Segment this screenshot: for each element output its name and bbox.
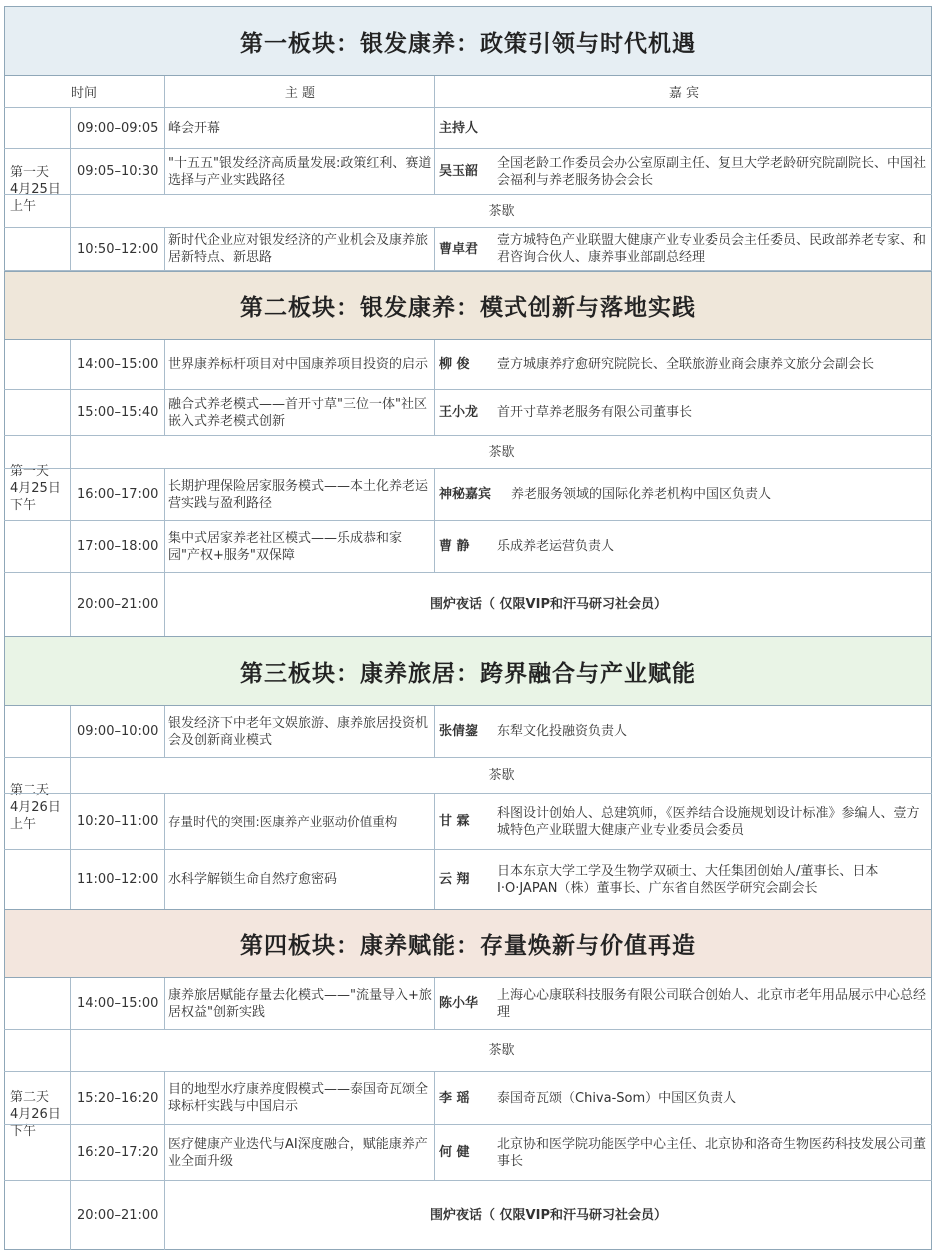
topic-cell: 长期护理保险居家服务模式——本土化养老运营实践与盈利路径: [164, 469, 434, 520]
guest-desc: 上海心心康联科技服务有限公司联合创始人、北京市老年用品展示中心总经理: [497, 987, 927, 1020]
guest-cell: [434, 469, 932, 520]
guest-cell: [434, 390, 932, 435]
time-cell: 20:00–21:00: [70, 1181, 164, 1250]
guest-desc: 壹方城康养疗愈研究院院长、全联旅游业商会康养文旅分会副会长: [497, 357, 875, 372]
section-banner-4: [4, 909, 932, 978]
section-banner-1: [4, 6, 932, 76]
table-row: [4, 390, 932, 436]
tea-break: 茶歇: [70, 758, 932, 793]
time-cell: 16:00–17:00: [70, 469, 164, 520]
table-row: [4, 1181, 932, 1250]
table-header: [4, 76, 932, 108]
header-guest: 嘉 宾: [434, 76, 933, 107]
day-label: 第一天 4月25日 下午: [10, 463, 61, 513]
guest-desc: 首开寸草养老服务有限公司董事长: [497, 405, 693, 420]
topic-cell: 集中式居家养老社区模式——乐成恭和家园"产权+服务"双保障: [164, 521, 434, 572]
topic-cell: 医疗健康产业迭代与AI深度融合，赋能康养产业全面升级: [164, 1125, 434, 1180]
time-cell: 17:00–18:00: [70, 521, 164, 572]
guest-cell: [434, 978, 932, 1029]
evening-session: 围炉夜话（ 仅限VIP和汗马研习社会员）: [164, 1181, 932, 1250]
table-row: [4, 1030, 932, 1072]
table-row: [4, 573, 932, 636]
tea-break: 茶歇: [70, 436, 932, 468]
section-title: 第二板块：银发康养：模式创新与落地实践: [240, 295, 696, 321]
guest-cell: [434, 850, 932, 909]
section-title: 第三板块：康养旅居：跨界融合与产业赋能: [240, 660, 696, 687]
guest-cell: [434, 1072, 932, 1124]
day-label: 第一天 4月25日 上午: [10, 165, 61, 214]
guest-name: 甘 霖: [439, 814, 470, 829]
guest-cell: [434, 228, 932, 270]
guest-desc: 东犁文化投融资负责人: [497, 724, 628, 739]
table-row: [4, 850, 932, 909]
time-cell: 16:20–17:20: [70, 1125, 164, 1180]
section-title: 第一板块：银发康养：政策引领与时代机遇: [240, 30, 696, 57]
guest-cell: [434, 521, 932, 572]
topic-cell: 新时代企业应对银发经济的产业机会及康养旅居新特点、新思路: [164, 228, 434, 270]
guest-name: 神秘嘉宾: [439, 487, 492, 502]
topic-cell: "十五五"银发经济高质量发展:政策红利、赛道选择与产业实践路径: [164, 149, 434, 194]
guest-desc: 养老服务领域的国际化养老机构中国区负责人: [511, 487, 772, 502]
section-banner-2: [4, 271, 932, 340]
guest-cell: [434, 149, 932, 194]
day-label: 第二天 4月26日 上午: [10, 783, 61, 832]
table-row: [4, 978, 932, 1030]
guest-name: 主持人: [439, 120, 479, 136]
topic-cell: 融合式养老模式——首开寸草"三位一体"社区嵌入式养老模式创新: [164, 390, 434, 435]
table-row: [4, 706, 932, 758]
header-topic: 主 题: [164, 76, 435, 107]
guest-name: 曹卓君: [439, 241, 479, 257]
guest-name: 陈小华: [439, 996, 479, 1011]
guest-desc: 泰国奇瓦颂（Chiva-Som）中国区负责人: [497, 1090, 737, 1106]
table-row: [4, 108, 932, 149]
guest-name: 柳 俊: [439, 357, 470, 372]
guest-desc: 壹方城特色产业联盟大健康产业专业委员会主任委员、民政部养老专家、和君咨询合伙人、康养事业部副总经理: [497, 233, 927, 265]
table-row: [4, 1072, 932, 1125]
guest-name: 云 翔: [439, 872, 470, 887]
topic-cell: 康养旅居赋能存量去化模式——"流量导入+旅居权益"创新实践: [164, 978, 434, 1029]
table-row: [4, 228, 932, 271]
topic-cell: 存量时代的突围:医康养产业驱动价值重构: [164, 794, 434, 849]
table-row: [4, 195, 932, 228]
time-cell: 10:50–12:00: [70, 228, 164, 270]
time-cell: 14:00–15:00: [70, 978, 164, 1029]
time-cell: 20:00–21:00: [70, 573, 164, 636]
guest-name: 曹 静: [439, 539, 470, 554]
evening-session: 围炉夜话（ 仅限VIP和汗马研习社会员）: [164, 573, 932, 636]
day-label: 第二天 4月26日 下午: [10, 1089, 61, 1139]
time-cell: 09:00–09:05: [70, 108, 164, 148]
topic-cell: 水科学解锁生命自然疗愈密码: [164, 850, 434, 909]
tea-break: 茶歇: [70, 1030, 932, 1071]
topic-cell: 世界康养标杆项目对中国康养项目投资的启示: [164, 340, 434, 389]
table-row: [4, 758, 932, 794]
header-time: 时间: [70, 86, 97, 101]
topic-cell: 目的地型水疗康养度假模式——泰国奇瓦颂全球标杆实践与中国启示: [164, 1072, 434, 1124]
table-row: [4, 436, 932, 469]
tea-break: 茶歇: [70, 195, 932, 227]
time-cell: 15:20–16:20: [70, 1072, 164, 1124]
guest-name: 王小龙: [439, 405, 479, 420]
guest-name: 张倩鋆: [439, 724, 479, 739]
time-cell: 10:20–11:00: [70, 794, 164, 849]
guest-cell: [434, 1125, 932, 1180]
topic-cell: 峰会开幕: [164, 108, 434, 148]
guest-desc: 科图设计创始人、总建筑师，《医养结合设施规划设计标准》参编人、壹方城特色产业联盟大健康产业专业委员会委员: [497, 805, 920, 838]
guest-desc: 日本东京大学工学及生物学双硕士、大任集团创始人/董事长、日本I·O·JAPAN（株）董事长、广东省自然医学研究会副会长: [497, 863, 879, 896]
table-row: [4, 1125, 932, 1181]
guest-name: 吴玉韶: [439, 164, 479, 179]
time-cell: 09:05–10:30: [70, 149, 164, 194]
table-row: [4, 340, 932, 390]
guest-cell: [434, 794, 932, 849]
section-banner-3: [4, 636, 932, 706]
time-cell: 15:00–15:40: [70, 390, 164, 435]
time-cell: 09:00–10:00: [70, 706, 164, 757]
guest-name: 李 瑶: [439, 1090, 470, 1106]
guest-desc: 全国老龄工作委员会办公室原副主任、复旦大学老龄研究院副院长、中国社会福利与养老服务协会会长: [497, 155, 927, 188]
guest-cell: [434, 108, 932, 148]
guest-desc: 北京协和医学院功能医学中心主任、北京协和洛奇生物医药科技发展公司董事长: [497, 1136, 927, 1169]
table-row: [4, 521, 932, 573]
topic-cell: 银发经济下中老年文娱旅游、康养旅居投资机会及创新商业模式: [164, 706, 434, 757]
time-cell: 14:00–15:00: [70, 340, 164, 389]
guest-cell: [434, 340, 932, 389]
guest-desc: 乐成养老运营负责人: [497, 539, 615, 554]
guest-cell: [434, 706, 932, 757]
guest-name: 何 健: [439, 1145, 470, 1160]
table-row: [4, 794, 932, 850]
table-row: [4, 469, 932, 521]
time-cell: 11:00–12:00: [70, 850, 164, 909]
section-title: 第四板块：康养赋能：存量焕新与价值再造: [240, 933, 696, 959]
table-row: [4, 149, 932, 195]
